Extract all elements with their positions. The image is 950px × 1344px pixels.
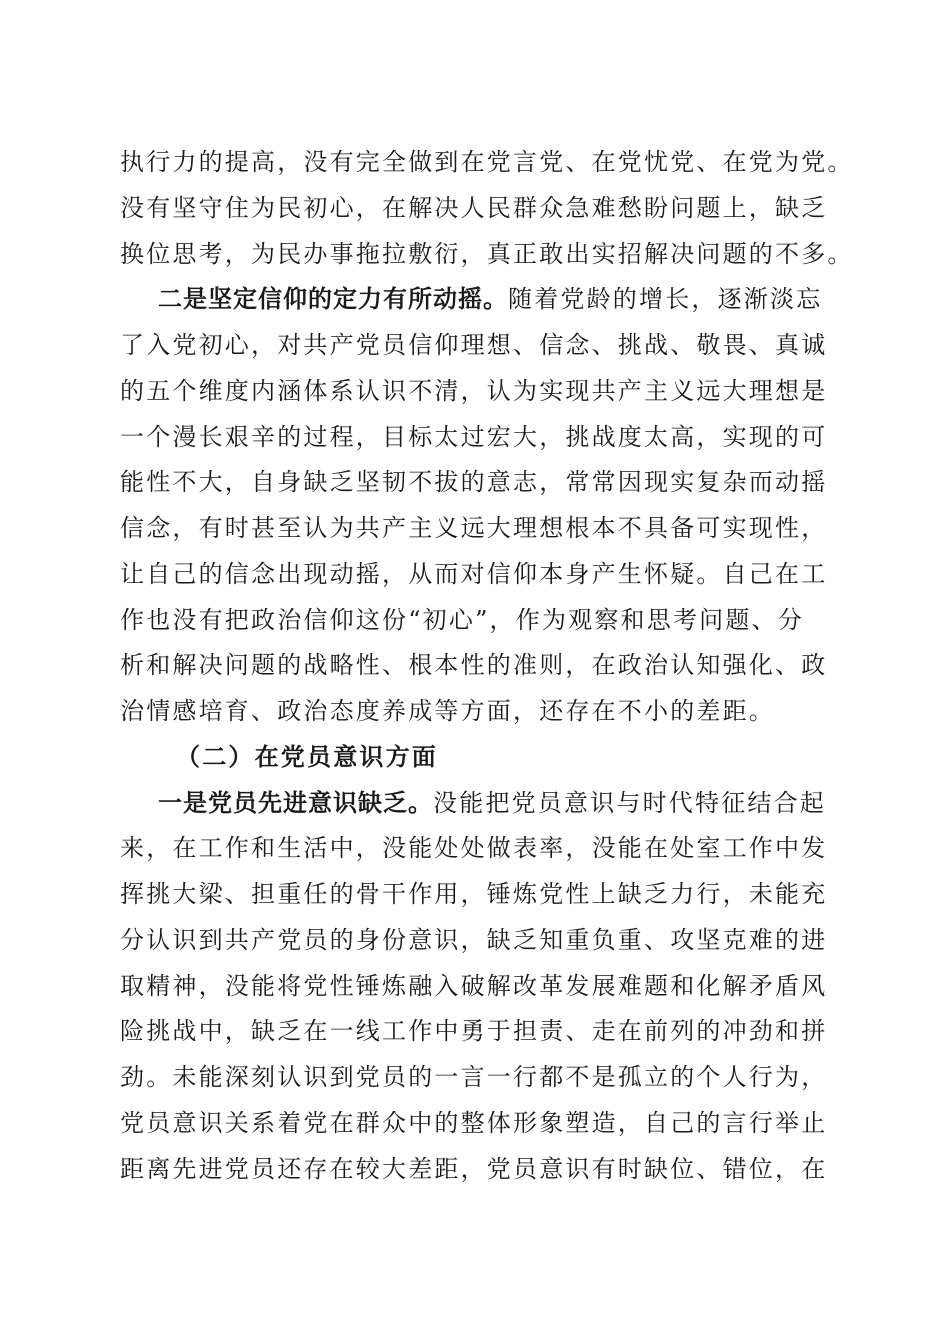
text-line: 执行力的提高，没有完全做到在党言党、在党忧党、在党为党。	[120, 148, 854, 176]
paragraph-start-line	[120, 283, 878, 315]
text-line: 党员意识关系着党在群众中的整体形象塑造，自己的言行举止	[120, 1109, 828, 1137]
text-line: 换位思考，为民办事拖拉敷衍，真正敢出实招解决问题的不多。	[120, 240, 854, 268]
paragraph-lead: 一是党员先进意识缺乏。	[158, 789, 433, 817]
text-line: 险挑战中，缺乏在一线工作中勇于担责、走在前列的冲劲和拼	[120, 1017, 828, 1045]
text-line: 治情感培育、政治态度养成等方面，还存在不小的差距。	[120, 697, 775, 725]
text-line: 让自己的信念出现动摇，从而对信仰本身产生怀疑。自己在工	[120, 560, 828, 588]
text-line: 劲。未能深刻认识到党员的一言一行都不是孤立的个人行为，	[120, 1063, 828, 1091]
text-line: 信念，有时甚至认为共产主义远大理想根本不具备可实现性，	[120, 514, 828, 542]
text-line: 没有坚守住为民初心，在解决人民群众急难愁盼问题上，缺乏	[120, 194, 828, 222]
text-line: 取精神，没能将党性锤炼融入破解改革发展难题和化解矛盾风	[120, 972, 828, 1000]
text-line: 一个漫长艰辛的过程，目标太过宏大，挑战度太高，实现的可	[120, 423, 828, 451]
text-line: 分认识到共产党员的身份意识，缺乏知重负重、攻坚克难的进	[120, 926, 828, 954]
text-line: 来，在工作和生活中，没能处处做表率，没能在处室工作中发	[120, 834, 828, 862]
text-line: 析和解决问题的战略性、根本性的准则，在政治认知强化、政	[120, 651, 828, 679]
paragraph-lead: 二是坚定信仰的定力有所动摇。	[158, 285, 508, 313]
paragraph-start-line	[120, 787, 878, 819]
text-line: 的五个维度内涵体系认识不清，认为实现共产主义远大理想是	[120, 377, 828, 405]
section-heading: （二）在党员意识方面	[176, 743, 438, 771]
text-line: 能性不大，自身缺乏坚韧不拔的意志，常常因现实复杂而动摇	[120, 468, 828, 496]
text-line: 距离先进党员还存在较大差距，党员意识有时缺位、错位，在	[120, 1155, 828, 1183]
text-span: 随着党龄的增长，逐渐淡忘	[508, 285, 823, 313]
text-line: 作也没有把政治信仰这份“初心”，作为观察和思考问题、分	[120, 606, 804, 634]
text-line: 挥挑大梁、担重任的骨干作用，锤炼党性上缺乏力行，未能充	[120, 880, 828, 908]
text-span: 没能把党员意识与时代特征结合起	[433, 789, 826, 817]
text-line: 了入党初心，对共产党员信仰理想、信念、挑战、敬畏、真诚	[120, 331, 828, 359]
